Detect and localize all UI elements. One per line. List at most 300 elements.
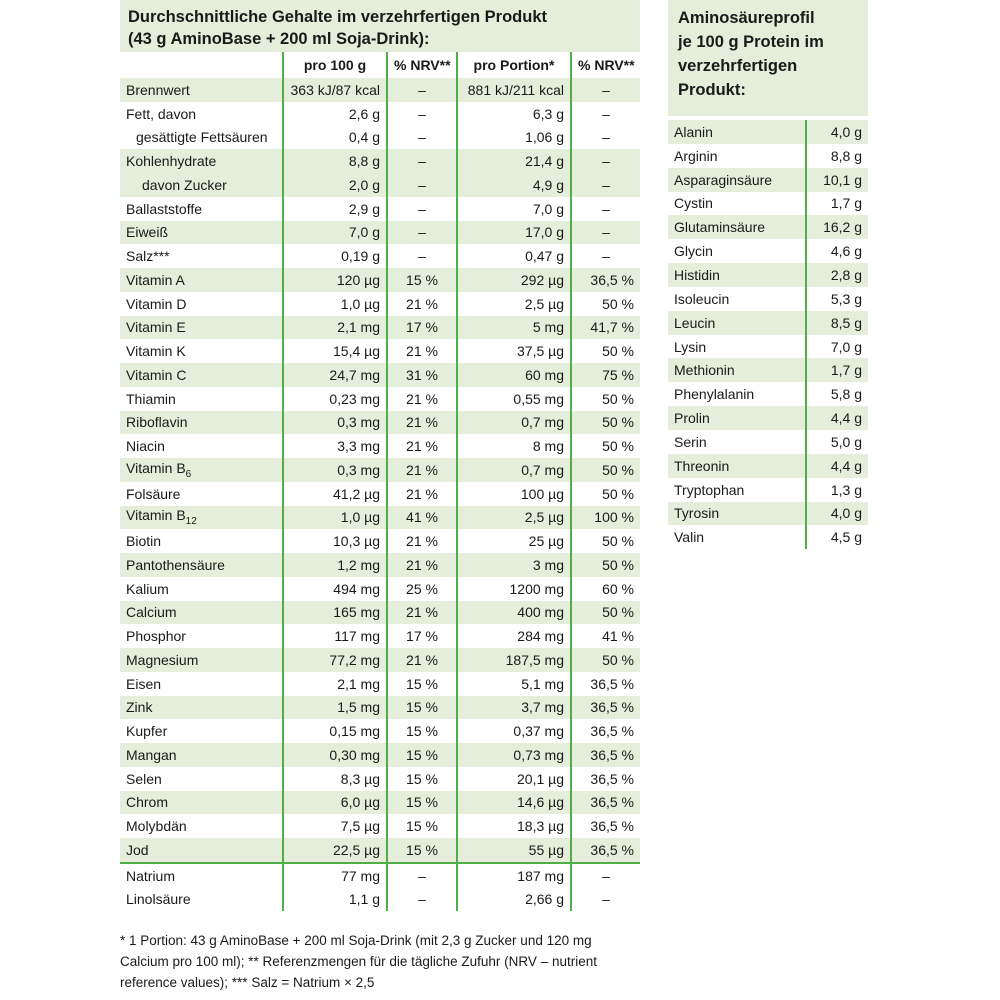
nutrient-name-text: davon Zucker (142, 176, 227, 193)
nutrient-name-text: Mangan (126, 746, 177, 763)
value-per-100g: 2,1 mg (283, 672, 387, 696)
amino-value: 4,5 g (806, 525, 868, 549)
nutrition-row (120, 78, 640, 102)
amino-row (668, 311, 868, 335)
nutrient-name-text: Pantothensäure (126, 556, 225, 573)
amino-table (668, 120, 868, 549)
value-per-portion: 8 mg (457, 434, 571, 458)
nutrient-name (120, 743, 283, 767)
value-per-100g: 3,3 mg (283, 434, 387, 458)
nutrition-row (120, 102, 640, 126)
amino-value: 5,0 g (806, 430, 868, 454)
nutrition-row (120, 863, 640, 888)
amino-row (668, 239, 868, 263)
nutrient-name (120, 482, 283, 506)
nutrition-row (120, 743, 640, 767)
nrv-per-portion: 36,5 % (571, 767, 640, 791)
value-per-portion: 25 µg (457, 529, 571, 553)
nutrient-name-text: Kupfer (126, 723, 168, 740)
value-per-100g: 494 mg (283, 577, 387, 601)
nutrient-name (120, 221, 283, 245)
amino-name: Arginin (674, 147, 718, 164)
nutrition-row (120, 126, 640, 150)
nrv-per-100g: 15 % (387, 672, 457, 696)
amino-title-line-1: Aminosäureprofil (678, 9, 815, 27)
nutrient-name-text: Vitamin K (126, 343, 186, 360)
value-per-portion: 2,5 µg (457, 292, 571, 316)
nrv-per-100g: 15 % (387, 719, 457, 743)
amino-title-line-3: verzehrfertigen (678, 57, 798, 75)
nutrient-name-text: Jod (126, 841, 149, 858)
header-name (120, 52, 283, 78)
nutrition-row (120, 838, 640, 863)
nutrient-name-text: Riboflavin (126, 414, 188, 431)
nutrient-name-text: Salz*** (126, 248, 170, 265)
nutrient-name-text: Chrom (126, 794, 169, 811)
nutrition-panel (120, 0, 640, 911)
nrv-per-100g: 21 % (387, 292, 457, 316)
nutrition-header-row (120, 52, 640, 78)
nrv-per-100g: 21 % (387, 434, 457, 458)
nutrient-name-text: Zink (126, 699, 153, 716)
nutrition-row (120, 791, 640, 815)
value-per-portion: 4,9 g (457, 173, 571, 197)
value-per-portion: 60 mg (457, 363, 571, 387)
value-per-100g: 1,5 mg (283, 696, 387, 720)
nutrient-name (120, 863, 283, 888)
amino-row (668, 335, 868, 359)
value-per-portion: 37,5 µg (457, 339, 571, 363)
value-per-100g: 41,2 µg (283, 482, 387, 506)
nutrient-name-text: Eiweiß (126, 224, 169, 241)
nrv-per-100g: 15 % (387, 814, 457, 838)
amino-row (668, 263, 868, 287)
value-per-100g: 2,6 g (283, 102, 387, 126)
amino-name: Cystin (674, 195, 713, 212)
nrv-per-portion: 36,5 % (571, 672, 640, 696)
value-per-portion: 0,47 g (457, 244, 571, 268)
nutrient-name (120, 601, 283, 625)
nrv-per-100g: 21 % (387, 529, 457, 553)
nrv-per-100g: 17 % (387, 316, 457, 340)
amino-value: 7,0 g (806, 335, 868, 359)
value-per-portion: 2,5 µg (457, 506, 571, 530)
value-per-100g: 0,19 g (283, 244, 387, 268)
amino-name: Serin (674, 433, 707, 450)
value-per-portion: 17,0 g (457, 221, 571, 245)
nrv-per-portion: – (571, 126, 640, 150)
amino-name: Isoleucin (674, 290, 730, 307)
nrv-per-portion: 50 % (571, 411, 640, 435)
nrv-per-100g: 15 % (387, 838, 457, 863)
nrv-per-100g: 21 % (387, 601, 457, 625)
nutrient-name-text: Biotin (126, 533, 162, 550)
value-per-portion: 7,0 g (457, 197, 571, 221)
nutrient-name (120, 197, 283, 221)
amino-title (668, 0, 868, 116)
nrv-per-portion: 50 % (571, 458, 640, 482)
nrv-per-portion: 50 % (571, 482, 640, 506)
nutrient-name (120, 791, 283, 815)
amino-name: Valin (674, 529, 705, 546)
nutrient-name (120, 458, 283, 482)
value-per-100g: 2,0 g (283, 173, 387, 197)
value-per-portion: 18,3 µg (457, 814, 571, 838)
nutrient-name (120, 814, 283, 838)
nutrient-name (120, 672, 283, 696)
nutrition-row (120, 339, 640, 363)
value-per-portion: 55 µg (457, 838, 571, 863)
nutrient-name-text: Natrium (126, 867, 176, 884)
value-per-portion: 2,66 g (457, 888, 571, 912)
nutrient-name-text: Thiamin (126, 390, 176, 407)
nutrient-subscript: 12 (185, 516, 197, 528)
value-per-portion: 0,37 mg (457, 719, 571, 743)
value-per-100g: 0,15 mg (283, 719, 387, 743)
amino-row (668, 525, 868, 549)
nrv-per-portion: 50 % (571, 529, 640, 553)
nutrient-name-text: Phosphor (126, 628, 186, 645)
amino-value: 16,2 g (806, 215, 868, 239)
value-per-100g: 22,5 µg (283, 838, 387, 863)
value-per-portion: 284 mg (457, 624, 571, 648)
value-per-portion: 100 µg (457, 482, 571, 506)
amino-value: 1,3 g (806, 478, 868, 502)
amino-row (668, 382, 868, 406)
value-per-100g: 120 µg (283, 268, 387, 292)
nrv-per-100g: 41 % (387, 506, 457, 530)
nutrient-name-text: Folsäure (126, 485, 181, 502)
nrv-per-100g: – (387, 78, 457, 102)
nutrition-row (120, 601, 640, 625)
nrv-per-portion: 41,7 % (571, 316, 640, 340)
nrv-per-portion: – (571, 888, 640, 912)
value-per-100g: 8,3 µg (283, 767, 387, 791)
amino-panel (668, 0, 868, 549)
nutrient-name-text: Magnesium (126, 651, 199, 668)
nutrient-name (120, 767, 283, 791)
nutrient-name (120, 173, 283, 197)
nutrient-name-text: Vitamin E (126, 319, 186, 336)
nutrient-name-text: Fett, davon (126, 105, 197, 122)
nrv-per-100g: 15 % (387, 767, 457, 791)
value-per-100g: 0,23 mg (283, 387, 387, 411)
footnote-line-1: * 1 Portion: 43 g AminoBase + 200 ml Soja-Drink (mit 2,3 g Zucker und 120 mg (120, 933, 592, 948)
amino-value: 10,1 g (806, 168, 868, 192)
value-per-portion: 292 µg (457, 268, 571, 292)
amino-value: 4,0 g (806, 120, 868, 144)
nutrient-name-text: Vitamin D (126, 295, 187, 312)
nutrient-name-text: gesättigte Fettsäuren (136, 129, 268, 146)
value-per-portion: 881 kJ/211 kcal (457, 78, 571, 102)
amino-name: Asparaginsäure (668, 168, 806, 192)
value-per-100g: 8,8 g (283, 149, 387, 173)
value-per-100g: 10,3 µg (283, 529, 387, 553)
nrv-per-portion: 36,5 % (571, 814, 640, 838)
nutrition-row (120, 363, 640, 387)
nutrient-name (120, 696, 283, 720)
nutrition-title-line-2: (43 g AminoBase + 200 ml Soja-Drink): (128, 30, 430, 48)
amino-value: 4,6 g (806, 239, 868, 263)
nrv-per-100g: 31 % (387, 363, 457, 387)
amino-name: Histidin (668, 263, 806, 287)
value-per-100g: 1,2 mg (283, 553, 387, 577)
amino-row (668, 454, 868, 478)
nutrition-row (120, 149, 640, 173)
amino-row (668, 215, 868, 239)
nutrient-name (120, 506, 283, 530)
nutrition-row (120, 244, 640, 268)
nutrient-name-text: Vitamin B (126, 507, 186, 524)
nrv-per-100g: 21 % (387, 648, 457, 672)
value-per-100g: 77 mg (283, 863, 387, 888)
nutrition-row (120, 387, 640, 411)
value-per-portion: 0,7 mg (457, 411, 571, 435)
nutrient-name-text: Molybdän (126, 818, 187, 835)
amino-name: Glutaminsäure (668, 215, 806, 239)
value-per-100g: 24,7 mg (283, 363, 387, 387)
nrv-per-portion: 50 % (571, 601, 640, 625)
nutrition-row (120, 767, 640, 791)
amino-name: Tryptophan (674, 481, 745, 498)
nutrient-name-text: Vitamin C (126, 366, 187, 383)
nutrition-row (120, 624, 640, 648)
amino-title-line-2: je 100 g Protein im (678, 33, 824, 51)
amino-row (668, 168, 868, 192)
nutrient-name (120, 387, 283, 411)
nutrient-name-text: Kohlenhydrate (126, 153, 217, 170)
nrv-per-100g: – (387, 173, 457, 197)
value-per-portion: 0,73 mg (457, 743, 571, 767)
nrv-per-100g: 21 % (387, 553, 457, 577)
nrv-per-portion: – (571, 197, 640, 221)
nutrition-row (120, 648, 640, 672)
nutrient-name (120, 624, 283, 648)
value-per-100g: 1,0 µg (283, 292, 387, 316)
value-per-portion: 5 mg (457, 316, 571, 340)
nrv-per-100g: 15 % (387, 696, 457, 720)
nrv-per-100g: – (387, 197, 457, 221)
amino-row (668, 192, 868, 216)
amino-value: 5,8 g (806, 382, 868, 406)
amino-row (668, 430, 868, 454)
amino-name: Leucin (668, 311, 806, 335)
nutrient-name-text: Kalium (126, 580, 169, 597)
amino-row (668, 406, 868, 430)
value-per-100g: 0,3 mg (283, 458, 387, 482)
header-nrv-100g: % NRV** (387, 52, 457, 78)
footnote-line-3: reference values); *** Salz = Natrium × 2,5 (120, 975, 375, 990)
value-per-portion: 3,7 mg (457, 696, 571, 720)
value-per-100g: 7,5 µg (283, 814, 387, 838)
nrv-per-portion: – (571, 221, 640, 245)
nutrient-name (120, 292, 283, 316)
value-per-portion: 187,5 mg (457, 648, 571, 672)
nrv-per-portion: 36,5 % (571, 743, 640, 767)
nutrient-name (120, 577, 283, 601)
nutrient-name (120, 553, 283, 577)
nutrient-name (120, 78, 283, 102)
nrv-per-portion: 36,5 % (571, 268, 640, 292)
nrv-per-100g: 17 % (387, 624, 457, 648)
nutrient-name (120, 648, 283, 672)
nrv-per-100g: – (387, 149, 457, 173)
nrv-per-portion: 36,5 % (571, 719, 640, 743)
nrv-per-portion: – (571, 102, 640, 126)
nutrition-title (120, 0, 640, 52)
nrv-per-100g: 15 % (387, 743, 457, 767)
value-per-portion: 0,55 mg (457, 387, 571, 411)
nrv-per-portion: 36,5 % (571, 791, 640, 815)
nrv-per-100g: – (387, 888, 457, 912)
value-per-portion: 5,1 mg (457, 672, 571, 696)
value-per-portion: 187 mg (457, 863, 571, 888)
amino-row (668, 144, 868, 168)
nrv-per-100g: 25 % (387, 577, 457, 601)
amino-name: Lysin (674, 338, 707, 355)
amino-name: Threonin (668, 454, 806, 478)
amino-name: Phenylalanin (674, 386, 755, 403)
nutrient-name (120, 268, 283, 292)
nutrient-name (120, 126, 283, 150)
nrv-per-portion: 50 % (571, 434, 640, 458)
nutrition-row (120, 434, 640, 458)
nutrition-row (120, 888, 640, 912)
nutrient-subscript: 6 (185, 468, 192, 480)
value-per-100g: 363 kJ/87 kcal (283, 78, 387, 102)
value-per-100g: 15,4 µg (283, 339, 387, 363)
nrv-per-portion: – (571, 244, 640, 268)
nutrition-row (120, 506, 640, 530)
nutrition-row (120, 458, 640, 482)
amino-name: Prolin (668, 406, 806, 430)
amino-name: Methionin (668, 358, 806, 382)
value-per-portion: 6,3 g (457, 102, 571, 126)
amino-row (668, 120, 868, 144)
nrv-per-100g: – (387, 244, 457, 268)
amino-value: 8,5 g (806, 311, 868, 335)
nutrient-name-text: Eisen (126, 675, 162, 692)
nutrition-row (120, 411, 640, 435)
amino-value: 4,4 g (806, 406, 868, 430)
nutrition-row (120, 197, 640, 221)
amino-row (668, 358, 868, 382)
amino-name: Glycin (674, 243, 713, 260)
value-per-100g: 0,3 mg (283, 411, 387, 435)
nutrition-row (120, 292, 640, 316)
nrv-per-100g: 21 % (387, 482, 457, 506)
amino-row (668, 478, 868, 502)
nrv-per-portion: 36,5 % (571, 838, 640, 863)
nutrition-row (120, 553, 640, 577)
amino-title-line-4: Produkt: (678, 81, 746, 99)
header-per-100g: pro 100 g (283, 52, 387, 78)
nrv-per-portion: 50 % (571, 339, 640, 363)
amino-value: 5,3 g (806, 287, 868, 311)
nrv-per-portion: 50 % (571, 553, 640, 577)
nutrition-row (120, 577, 640, 601)
value-per-100g: 1,0 µg (283, 506, 387, 530)
nutrient-name (120, 529, 283, 553)
nrv-per-portion: 60 % (571, 577, 640, 601)
nutrient-name-text: Vitamin A (126, 271, 185, 288)
value-per-100g: 117 mg (283, 624, 387, 648)
amino-name: Alanin (668, 120, 806, 144)
amino-value: 1,7 g (806, 192, 868, 216)
value-per-portion: 3 mg (457, 553, 571, 577)
value-per-portion: 1,06 g (457, 126, 571, 150)
amino-value: 4,4 g (806, 454, 868, 478)
nutrition-row (120, 482, 640, 506)
nrv-per-100g: 15 % (387, 791, 457, 815)
nrv-per-portion: 50 % (571, 292, 640, 316)
nutrient-name (120, 149, 283, 173)
footnote (120, 930, 640, 993)
nutrient-name (120, 102, 283, 126)
nutrition-row (120, 529, 640, 553)
nrv-per-portion: – (571, 863, 640, 888)
nutrient-name (120, 719, 283, 743)
nutrient-name-text: Calcium (126, 604, 177, 621)
value-per-100g: 0,30 mg (283, 743, 387, 767)
nutrition-row (120, 719, 640, 743)
nutrition-row (120, 268, 640, 292)
nutrient-name (120, 339, 283, 363)
nutrition-row (120, 696, 640, 720)
nrv-per-portion: 41 % (571, 624, 640, 648)
value-per-portion: 0,7 mg (457, 458, 571, 482)
nutrition-row (120, 173, 640, 197)
amino-value: 8,8 g (806, 144, 868, 168)
value-per-portion: 400 mg (457, 601, 571, 625)
nrv-per-portion: – (571, 149, 640, 173)
nutrition-title-line-1: Durchschnittliche Gehalte im verzehrfertigen Produkt (128, 8, 548, 26)
nrv-per-100g: – (387, 221, 457, 245)
nrv-per-100g: 21 % (387, 387, 457, 411)
footnote-line-2: Calcium pro 100 ml); ** Referenzmengen für die tägliche Zufuhr (NRV – nutrient (120, 954, 597, 969)
nrv-per-100g: 21 % (387, 339, 457, 363)
nrv-per-portion: 36,5 % (571, 696, 640, 720)
value-per-portion: 21,4 g (457, 149, 571, 173)
nrv-per-100g: – (387, 102, 457, 126)
header-per-portion: pro Portion* (457, 52, 571, 78)
nutrient-name-text: Vitamin B (126, 459, 186, 476)
value-per-portion: 20,1 µg (457, 767, 571, 791)
nutrient-name (120, 838, 283, 863)
nrv-per-portion: 75 % (571, 363, 640, 387)
amino-row (668, 502, 868, 526)
nutrient-name (120, 316, 283, 340)
value-per-portion: 14,6 µg (457, 791, 571, 815)
value-per-100g: 2,9 g (283, 197, 387, 221)
nrv-per-100g: 21 % (387, 411, 457, 435)
nutrition-row (120, 814, 640, 838)
nutrition-body (120, 78, 640, 911)
value-per-100g: 77,2 mg (283, 648, 387, 672)
header-nrv-portion: % NRV** (571, 52, 640, 78)
nrv-per-100g: 15 % (387, 268, 457, 292)
value-per-100g: 1,1 g (283, 888, 387, 912)
amino-row (668, 287, 868, 311)
nutrition-row (120, 316, 640, 340)
value-per-100g: 165 mg (283, 601, 387, 625)
amino-value: 1,7 g (806, 358, 868, 382)
nrv-per-portion: 50 % (571, 648, 640, 672)
nutrient-name (120, 411, 283, 435)
value-per-100g: 7,0 g (283, 221, 387, 245)
value-per-100g: 2,1 mg (283, 316, 387, 340)
amino-name: Tyrosin (668, 502, 806, 526)
